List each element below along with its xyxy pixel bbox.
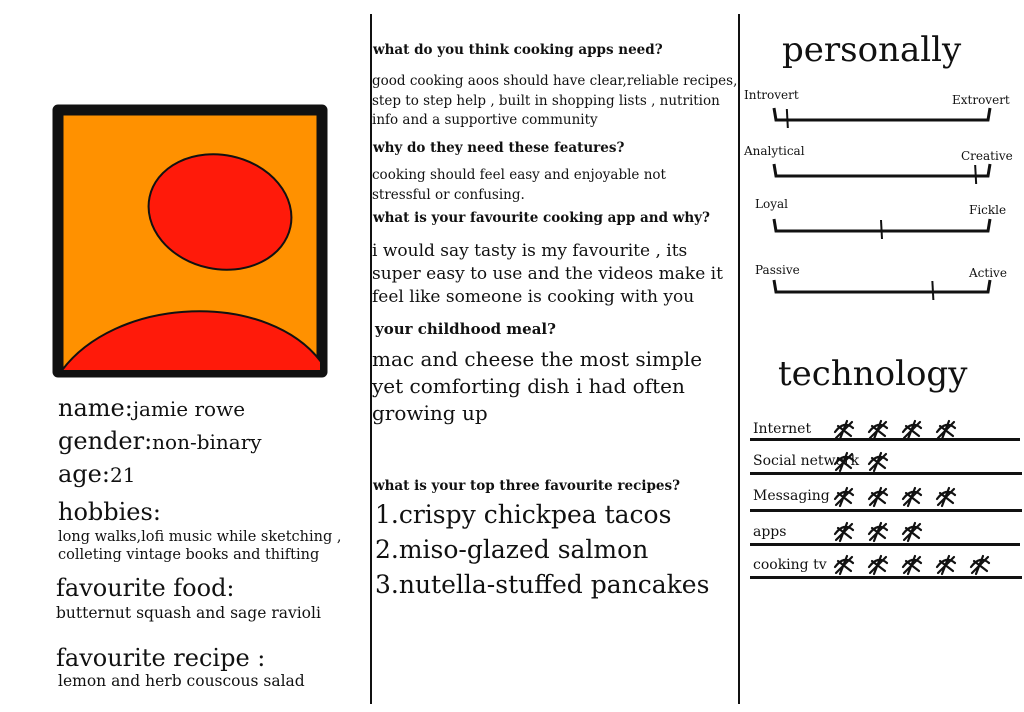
trait-scale-line <box>774 280 990 292</box>
question-1: what do you think cooking apps need? <box>373 42 663 58</box>
tech-rating-mark <box>835 488 853 506</box>
tech-rating-mark <box>937 488 955 506</box>
trait-level-marker <box>932 281 933 300</box>
tech-label-internet: Internet <box>753 421 812 437</box>
tech-rating-mark <box>937 421 955 439</box>
trait-scale-line <box>774 164 990 176</box>
tech-rating-mark <box>869 421 887 439</box>
tech-rating-mark <box>835 453 853 471</box>
trait-left-label: Analytical <box>744 144 805 158</box>
question-3: what is your favourite cooking app and why? <box>373 210 710 226</box>
avatar <box>52 104 328 378</box>
tech-rating-mark <box>971 556 989 574</box>
trait-level-marker <box>881 220 882 239</box>
tech-rating-mark <box>869 556 887 574</box>
trait-left-label: Passive <box>755 263 800 277</box>
top-recipe-1: 1.crispy chickpea tacos <box>375 500 672 529</box>
tech-rating-mark <box>835 523 853 541</box>
tech-rating-mark <box>869 488 887 506</box>
trait-scale-line <box>774 108 990 120</box>
tech-rating-mark <box>903 421 921 439</box>
question-5: what is your top three favourite recipes? <box>373 478 681 494</box>
trait-right-label: Fickle <box>969 203 1007 217</box>
question-2: why do they need these features? <box>373 140 625 156</box>
gender-value: non-binary <box>152 430 262 454</box>
favourite-food-value: butternut squash and sage ravioli <box>56 604 321 622</box>
tech-rating-mark <box>869 523 887 541</box>
tech-rating-mark <box>903 556 921 574</box>
answer-3: i would say tasty is my favourite , its super easy to use and the videos make it feel like someone is cooking with you <box>372 241 723 307</box>
favourite-recipe-label: favourite recipe : <box>56 644 266 672</box>
age-label: age: <box>58 460 110 488</box>
trait-right-label: Creative <box>961 149 1013 163</box>
trait-right-label: Extrovert <box>952 93 1010 107</box>
name-value: jamie rowe <box>132 397 246 421</box>
top-recipe-3: 3.nutella-stuffed pancakes <box>375 570 710 599</box>
technology-marks <box>830 412 1020 582</box>
tech-rating-mark <box>835 556 853 574</box>
name-row <box>58 394 245 422</box>
top-recipe-2: 2.miso-glazed salmon <box>375 535 649 564</box>
tech-rating-mark <box>835 421 853 439</box>
age-row <box>58 460 135 488</box>
name-label: name: <box>58 394 133 422</box>
tech-label-apps: apps <box>753 524 787 540</box>
gender-label: gender: <box>58 427 153 455</box>
personality-scales <box>760 100 1000 310</box>
tech-rating-mark <box>937 556 955 574</box>
favourite-recipe-value: lemon and herb couscous salad <box>58 672 305 690</box>
hobbies-value-line2: colleting vintage books and thifting <box>58 547 320 563</box>
gender-row <box>58 427 262 455</box>
tech-label-cooking-tv: cooking tv <box>753 557 827 573</box>
favourite-food-label: favourite food: <box>56 574 235 602</box>
trait-level-marker <box>975 165 976 184</box>
question-4: your childhood meal? <box>375 320 556 338</box>
trait-level-marker <box>787 109 788 128</box>
tech-label-social-network: Social network <box>753 453 860 469</box>
answer-2: cooking should feel easy and enjoyable not stressful or confusing. <box>372 167 666 203</box>
hobbies-label: hobbies: <box>58 498 161 526</box>
answer-4: mac and cheese the most simple yet comforting dish i had often growing up <box>372 347 703 425</box>
tech-rating-mark <box>903 523 921 541</box>
trait-left-label: Introvert <box>744 88 799 102</box>
tech-label-messaging: Messaging <box>753 488 830 504</box>
trait-right-label: Active <box>969 266 1007 280</box>
tech-rating-mark <box>903 488 921 506</box>
personality-title: personally <box>782 30 962 70</box>
age-value: 21 <box>109 463 136 487</box>
tech-rating-mark <box>869 453 887 471</box>
technology-title: technology <box>778 354 968 394</box>
hobbies-value-line1: long walks,lofi music while sketching , <box>58 529 342 545</box>
trait-left-label: Loyal <box>755 197 788 211</box>
answer-1: good cooking aoos should have clear,reliable recipes, step to step help , built in shopping lists , nutrition info and a supportive community <box>372 73 738 128</box>
